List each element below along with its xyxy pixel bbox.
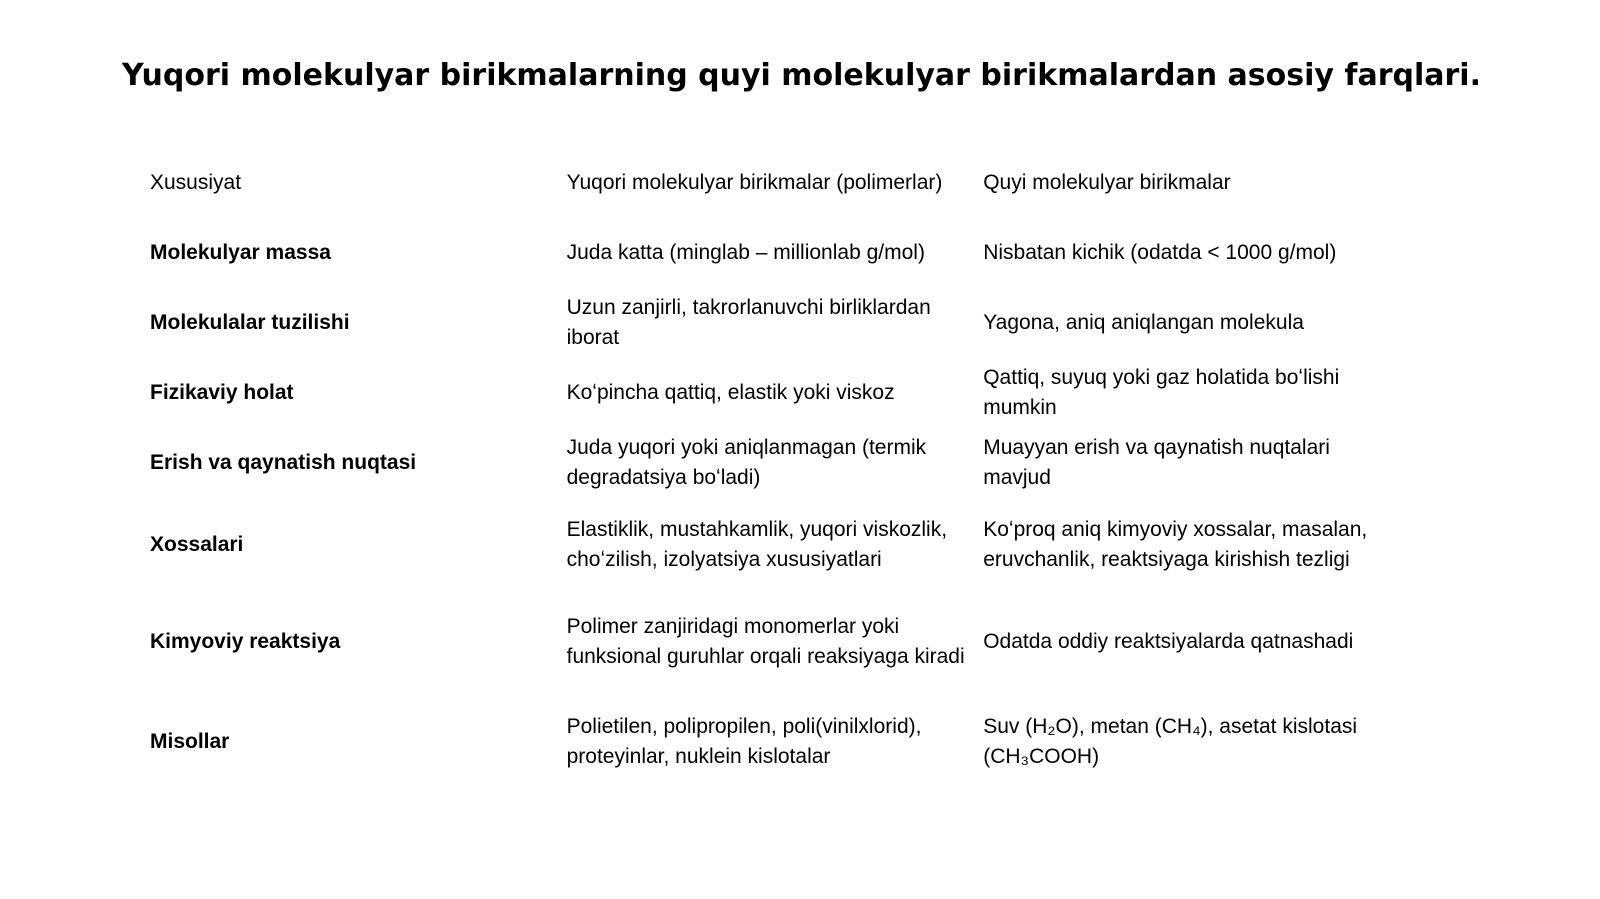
- table-row: [140, 692, 1400, 792]
- row-low-molecular: Odatda oddiy reaktsiyalarda qatnashadi: [983, 630, 1354, 653]
- row-property: Molekulalar tuzilishi: [150, 311, 350, 334]
- table-row: [140, 592, 1400, 692]
- row-property: Misollar: [150, 730, 230, 753]
- slide-title: Yuqori molekulyar birikmalarning quyi molekulyar birikmalardan asosiy farqlari.: [122, 58, 1481, 93]
- row-property: Erish va qaynatish nuqtasi: [150, 451, 417, 474]
- row-low-molecular: Qattiq, suyuq yoki gaz holatida boʻlishi mumkin: [983, 366, 1340, 419]
- row-high-molecular: Polimer zanjiridagi monomerlar yoki funksional guruhlar orqali reaksiyaga kiradi: [566, 615, 965, 668]
- row-low-molecular: Nisbatan kichik (odatda < 1000 g/mol): [983, 241, 1337, 264]
- row-property: Kimyoviy reaktsiya: [150, 630, 341, 653]
- comparison-table: [140, 148, 1400, 792]
- header-high-molecular: Yuqori molekulyar birikmalar (polimerlar): [566, 171, 943, 194]
- table-row: [140, 358, 1400, 428]
- row-property: Xossalari: [150, 533, 244, 556]
- row-high-molecular: Polietilen, polipropilen, poli(vinilxlorid), proteyinlar, nuklein kislotalar: [566, 715, 922, 768]
- row-high-molecular: Elastiklik, mustahkamlik, yuqori viskozlik, choʻzilish, izolyatsiya xususiyatlari: [566, 518, 948, 571]
- row-low-molecular: Yagona, aniq aniqlangan molekula: [983, 311, 1304, 334]
- row-high-molecular: Juda yuqori yoki aniqlanmagan (termik degradatsiya boʻladi): [566, 436, 927, 489]
- row-property: Fizikaviy holat: [150, 381, 294, 404]
- table-row: [140, 288, 1400, 358]
- header-property: Xususiyat: [150, 171, 242, 194]
- table-row: [140, 428, 1400, 498]
- row-low-molecular: Muayyan erish va qaynatish nuqtalari mavjud: [983, 436, 1330, 489]
- table-row: [140, 218, 1400, 288]
- header-low-molecular: Quyi molekulyar birikmalar: [983, 171, 1231, 194]
- table-header-row: [140, 148, 1400, 218]
- row-high-molecular: Juda katta (minglab – millionlab g/mol): [566, 241, 925, 264]
- table-row: [140, 498, 1400, 592]
- row-low-molecular: Suv (H₂O), metan (CH₄), asetat kislotasi (CH₃COOH): [983, 715, 1358, 768]
- row-high-molecular: Uzun zanjirli, takrorlanuvchi birliklardan iborat: [566, 296, 931, 349]
- row-high-molecular: Koʻpincha qattiq, elastik yoki viskoz: [566, 381, 895, 404]
- row-low-molecular: Koʻproq aniq kimyoviy xossalar, masalan, eruvchanlik, reaktsiyaga kirishish tezligi: [983, 518, 1368, 571]
- row-property: Molekulyar massa: [150, 241, 331, 264]
